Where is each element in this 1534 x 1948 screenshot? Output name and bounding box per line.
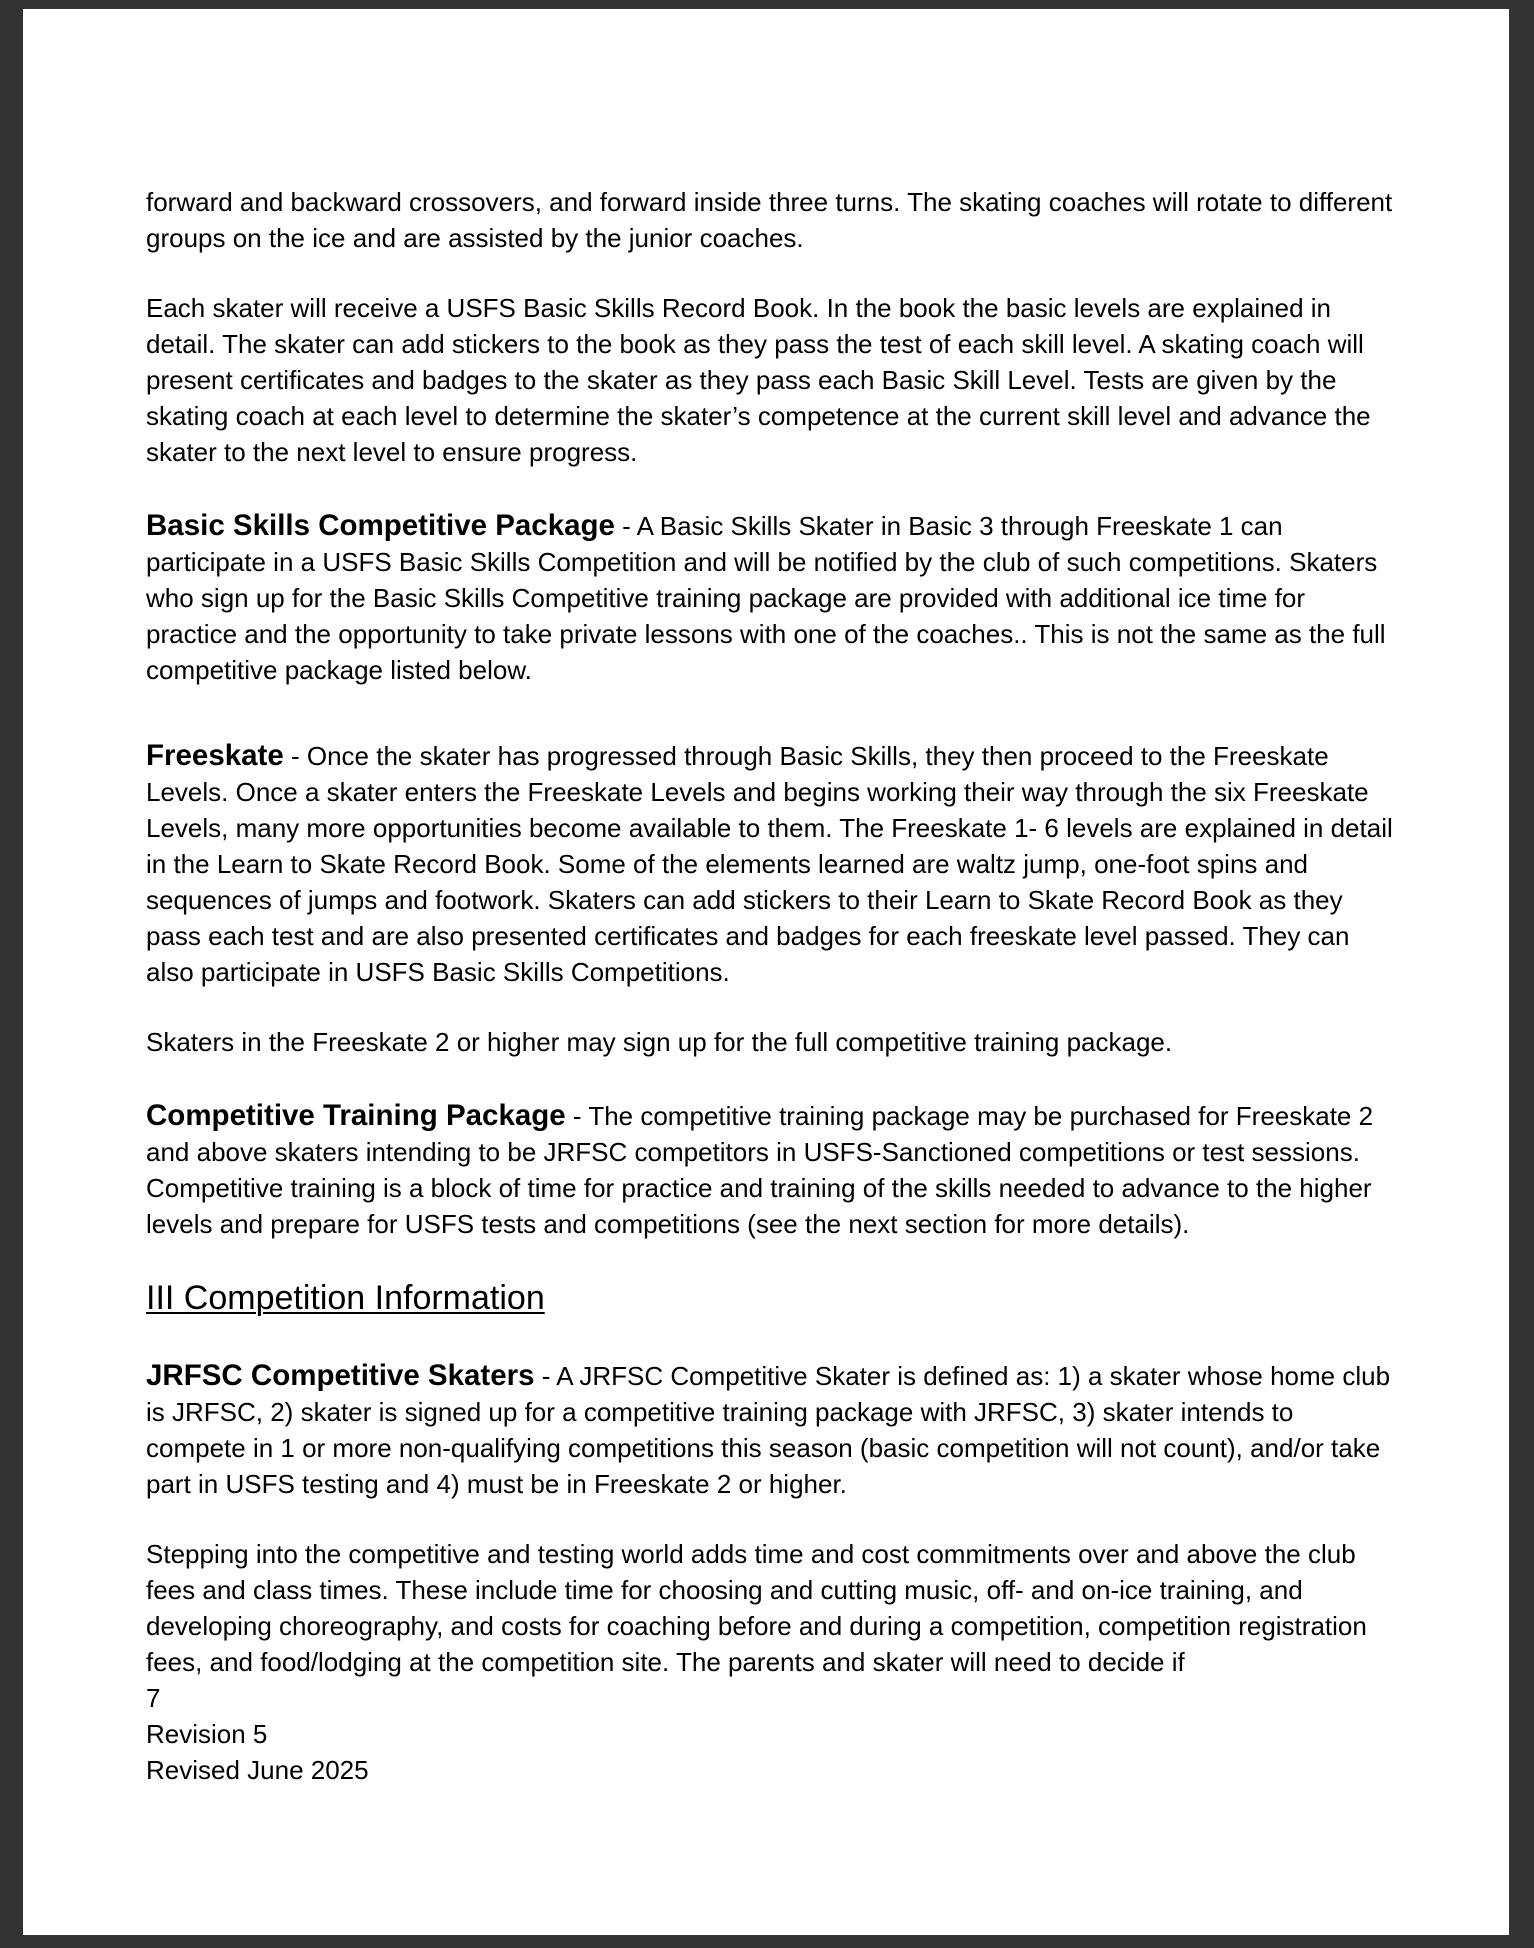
paragraph-freeskate	[146, 738, 1398, 990]
page-number: 7	[146, 1683, 161, 1713]
paragraph-competitive-training	[146, 1098, 1398, 1242]
freeskate-text: - Once the skater has progressed through Basic Skills, they then proceed to the Freeskate Levels. Once a skater enters the Freeskate Levels and begins working their way through the six Freeskate Levels, many more opportunities become available to them. The Freeskate 1- 6 levels are explained in detail in the Learn to Skate Record Book. Some of the elements learned are waltz jump, one-foot spins and sequences of jumps and footwork. Skaters can add stickers to their Learn to Skate Record Book as they pass each test and are also presented certificates and badges for each freeskate level passed. They can also participate in USFS Basic Skills Competitions.	[146, 741, 1393, 987]
paragraph-freeskate-note: Skaters in the Freeskate 2 or higher may sign up for the full competitive training package.	[146, 1027, 1173, 1057]
page-content	[146, 184, 1398, 1788]
jrfsc-competitive-skaters-text: - A JRFSC Competitive Skater is defined as: 1) a skater whose home club is JRFSC, 2) skater is signed up for a competitive training package with JRFSC, 3) skater intends to compete in 1 or more non-qualifying competitions this season (basic competition will not count), and/or take part in USFS testing and 4) must be in Freeskate 2 or higher.	[146, 1361, 1391, 1499]
competitive-training-text: - The competitive training package may be purchased for Freeskate 2 and above skaters intending to be JRFSC competitors in USFS-Sanctioned competitions or test sessions. Competitive training is a block of time for practice and training of the skills needed to advance to the higher levels and prepare for USFS tests and competitions (see the next section for more details).	[146, 1101, 1374, 1239]
section-heading-competition-information: III Competition Information	[146, 1279, 545, 1317]
basic-skills-competitive-text: - A Basic Skills Skater in Basic 3 through Freeskate 1 can participate in a USFS Basic Skills Competition and will be notified by the club of such competitions. Skaters who sign up for the Basic Skills Competitive training package are provided with additional ice time for practice and the opportunity to take private lessons with one of the coaches.. This is not the same as the full competitive package listed below.	[146, 511, 1386, 685]
basic-skills-competitive-heading: Basic Skills Competitive Package	[146, 509, 615, 542]
paragraph-jrfsc-competitive-skaters	[146, 1358, 1398, 1502]
revision-label: Revision 5	[146, 1719, 268, 1749]
jrfsc-competitive-skaters-heading: JRFSC Competitive Skaters	[146, 1359, 535, 1392]
document-page	[23, 9, 1509, 1935]
paragraph-stepping-into-competition: Stepping into the competitive and testing world adds time and cost commitments over and above the club fees and class times. These include time for choosing and cutting music, off- and on-ice training, and developing choreography, and costs for coaching before and during a competition, competition registration fees, and food/lodging at the competition site. The parents and skater will need to decide if	[146, 1539, 1367, 1677]
paragraph-record-book: Each skater will receive a USFS Basic Skills Record Book. In the book the basic levels are explained in detail. The skater can add stickers to the book as they pass the test of each skill level. A skating coach will present certificates and badges to the skater as they pass each Basic Skill Level. Tests are given by the skating coach at each level to determine the skater’s competence at the current skill level and advance the skater to the next level to ensure progress.	[146, 293, 1371, 467]
freeskate-heading: Freeskate	[146, 739, 284, 772]
paragraph-crossovers: forward and backward crossovers, and forward inside three turns. The skating coaches will rotate to different groups on the ice and are assisted by the junior coaches.	[146, 187, 1393, 253]
competitive-training-heading: Competitive Training Package	[146, 1099, 566, 1132]
paragraph-basic-skills-competitive	[146, 508, 1398, 688]
revised-date: Revised June 2025	[146, 1755, 369, 1785]
